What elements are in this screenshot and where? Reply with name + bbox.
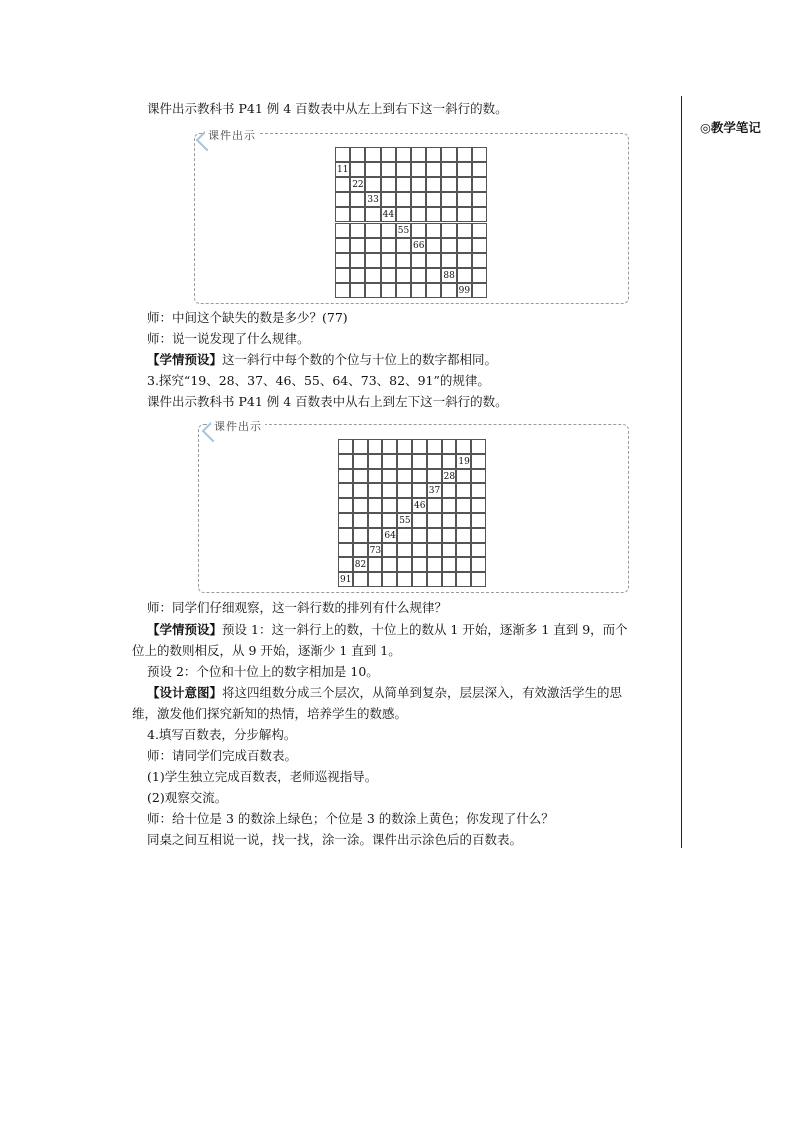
grid-cell	[368, 528, 383, 543]
grid-cell-number: 55	[397, 513, 412, 528]
grid-cell	[350, 253, 365, 268]
grid-cell	[441, 162, 456, 177]
grid-cell	[427, 572, 442, 587]
grid-cell	[456, 572, 471, 587]
grid-cell	[382, 543, 397, 558]
grid-cell	[397, 528, 412, 543]
grid-cell	[427, 543, 442, 558]
grid-cell	[338, 439, 353, 454]
teacher-question-arrangement: 师：同学们仔细观察，这一斜行数的排列有什么规律？	[147, 600, 448, 615]
grid-cell	[472, 238, 487, 253]
grid-cell	[365, 207, 380, 222]
grid-cell	[338, 557, 353, 572]
grid-cell	[426, 283, 441, 298]
grid-cell	[426, 253, 441, 268]
grid-cell	[353, 498, 368, 513]
grid-cell	[335, 207, 350, 222]
grid-cell	[396, 207, 411, 222]
grid-cell	[412, 543, 427, 558]
teacher-instruction-complete: 师：请同学们完成百数表。	[147, 748, 298, 763]
grid-cell	[456, 439, 471, 454]
grid-cell	[411, 147, 426, 162]
design-text: 将这四组数分成三个层次，从简单到复杂，层层深入，有效激活学生的思	[222, 685, 623, 700]
grid-cell-number: 11	[335, 162, 350, 177]
grid-cell	[411, 207, 426, 222]
grid-cell	[365, 223, 380, 238]
grid-cell	[427, 498, 442, 513]
grid-cell	[353, 454, 368, 469]
grid-cell	[381, 223, 396, 238]
notes-divider	[681, 96, 682, 848]
grid-cell-number: 33	[365, 192, 380, 207]
design-tag: 【设计意图】	[147, 685, 223, 700]
grid-cell	[350, 223, 365, 238]
grid-cell	[456, 557, 471, 572]
grid-cell	[350, 207, 365, 222]
grid-cell	[335, 147, 350, 162]
grid-cell	[335, 223, 350, 238]
grid-cell	[365, 283, 380, 298]
grid-cell	[382, 483, 397, 498]
grid-cell	[411, 177, 426, 192]
grid-cell	[456, 543, 471, 558]
grid-cell	[350, 283, 365, 298]
grid-cell-number: 55	[396, 223, 411, 238]
grid-cell	[368, 439, 383, 454]
grid-cell	[365, 238, 380, 253]
grid-cell	[397, 543, 412, 558]
grid-cell	[396, 147, 411, 162]
grid-cell	[368, 498, 383, 513]
grid-cell	[426, 177, 441, 192]
grid-cell	[381, 177, 396, 192]
grid-cell	[382, 454, 397, 469]
grid-cell	[381, 238, 396, 253]
teacher-instruction-coloring: 师：给十位是 3 的数涂上绿色；个位是 3 的数涂上黄色；你发现了什么？	[147, 811, 554, 826]
grid-cell	[412, 528, 427, 543]
grid-cell	[426, 192, 441, 207]
grid-cell	[368, 572, 383, 587]
grid-cell	[442, 543, 457, 558]
paragraph-substep-1: (1)学生独立完成百数表，老师巡视指导。	[147, 769, 378, 784]
grid-cell	[426, 162, 441, 177]
preset-tag: 【学情预设】	[147, 352, 223, 367]
grid-cell	[382, 439, 397, 454]
preset-text: 这一斜行中每个数的个位与十位上的数字都相同。	[222, 352, 498, 367]
grid-cell	[396, 268, 411, 283]
grid-cell	[472, 192, 487, 207]
grid-cell	[426, 147, 441, 162]
grid-cell	[382, 498, 397, 513]
grid-cell	[397, 454, 412, 469]
grid-cell	[457, 147, 472, 162]
grid-cell	[442, 454, 457, 469]
slide-label: 课件出示	[211, 418, 265, 434]
hundred-chart-grid-2	[338, 439, 486, 587]
grid-cell	[442, 528, 457, 543]
grid-cell	[338, 513, 353, 528]
grid-cell	[397, 483, 412, 498]
grid-cell	[441, 147, 456, 162]
grid-cell	[338, 483, 353, 498]
grid-cell	[441, 253, 456, 268]
grid-cell	[456, 528, 471, 543]
grid-cell	[472, 223, 487, 238]
grid-cell	[457, 192, 472, 207]
grid-cell	[335, 268, 350, 283]
grid-cell	[456, 483, 471, 498]
grid-cell	[411, 162, 426, 177]
design-intent-line1	[147, 685, 622, 701]
grid-cell	[441, 177, 456, 192]
grid-cell	[381, 147, 396, 162]
grid-cell	[456, 498, 471, 513]
grid-cell	[426, 207, 441, 222]
grid-cell	[442, 439, 457, 454]
paragraph-courseware-2: 课件出示教科书 P41 例 4 百数表中从右上到左下这一斜行的数。	[147, 394, 508, 409]
grid-cell	[350, 192, 365, 207]
grid-cell	[412, 469, 427, 484]
grid-cell-number: 82	[353, 557, 368, 572]
grid-cell-number: 44	[381, 207, 396, 222]
grid-cell	[456, 513, 471, 528]
grid-cell	[442, 483, 457, 498]
grid-cell	[472, 147, 487, 162]
grid-cell	[426, 223, 441, 238]
grid-cell	[472, 268, 487, 283]
grid-cell	[368, 513, 383, 528]
teaching-notes-label: ◎教学笔记	[700, 120, 761, 135]
grid-cell	[442, 572, 457, 587]
grid-cell	[472, 283, 487, 298]
grid-cell	[381, 268, 396, 283]
grid-cell	[442, 557, 457, 572]
grid-cell	[335, 253, 350, 268]
paragraph-substep-2: (2)观察交流。	[147, 790, 228, 805]
grid-cell	[426, 268, 441, 283]
grid-cell	[382, 572, 397, 587]
grid-cell	[472, 207, 487, 222]
paragraph-step-4: 4.填写百数表，分步解构。	[147, 727, 297, 742]
grid-cell	[397, 469, 412, 484]
grid-cell-number: 88	[441, 268, 456, 283]
grid-cell	[365, 177, 380, 192]
grid-cell	[381, 162, 396, 177]
grid-cell	[365, 162, 380, 177]
grid-cell	[441, 283, 456, 298]
grid-cell	[412, 513, 427, 528]
grid-cell	[442, 513, 457, 528]
grid-cell	[338, 469, 353, 484]
teacher-question-missing-number: 师：中间这个缺失的数是多少？(77)	[147, 310, 348, 325]
grid-cell	[353, 543, 368, 558]
grid-cell	[350, 238, 365, 253]
grid-cell	[365, 253, 380, 268]
grid-cell	[427, 439, 442, 454]
grid-cell	[353, 483, 368, 498]
grid-cell	[412, 483, 427, 498]
grid-cell-number: 46	[412, 498, 427, 513]
grid-cell	[457, 177, 472, 192]
preset-text: 预设 1：这一斜行上的数，十位上的数从 1 开始，逐渐多 1 直到 9，而个	[222, 622, 628, 637]
grid-cell	[382, 513, 397, 528]
grid-cell	[396, 192, 411, 207]
grid-cell	[411, 223, 426, 238]
courseware-slide-2	[198, 420, 629, 593]
grid-cell-number: 91	[338, 572, 353, 587]
grid-cell-number: 73	[368, 543, 383, 558]
grid-cell	[368, 469, 383, 484]
grid-cell-number: 22	[350, 177, 365, 192]
grid-cell	[335, 192, 350, 207]
grid-cell	[457, 207, 472, 222]
grid-cell	[396, 238, 411, 253]
grid-cell	[411, 192, 426, 207]
grid-cell	[471, 498, 486, 513]
grid-cell	[338, 543, 353, 558]
grid-cell	[471, 439, 486, 454]
grid-cell	[338, 454, 353, 469]
grid-cell	[396, 177, 411, 192]
grid-cell	[412, 454, 427, 469]
grid-cell	[353, 439, 368, 454]
grid-cell-number: 66	[411, 238, 426, 253]
grid-cell	[456, 469, 471, 484]
grid-cell	[350, 162, 365, 177]
grid-cell-number: 28	[442, 469, 457, 484]
grid-cell-number: 64	[382, 528, 397, 543]
grid-cell	[338, 498, 353, 513]
paragraph-courseware-1: 课件出示教科书 P41 例 4 百数表中从左上到右下这一斜行的数。	[147, 101, 508, 116]
grid-cell	[397, 557, 412, 572]
grid-cell	[396, 283, 411, 298]
learning-preset-2-line2: 位上的数则相反，从 9 开始，逐渐少 1 直到 1。	[132, 643, 401, 658]
grid-cell	[457, 162, 472, 177]
grid-cell	[471, 572, 486, 587]
grid-cell	[353, 469, 368, 484]
grid-cell	[397, 572, 412, 587]
grid-cell	[382, 557, 397, 572]
grid-cell	[411, 268, 426, 283]
learning-preset-3: 预设 2：个位和十位上的数字相加是 10。	[147, 664, 379, 679]
grid-cell	[412, 557, 427, 572]
grid-cell	[396, 253, 411, 268]
grid-cell	[397, 439, 412, 454]
grid-cell	[350, 147, 365, 162]
grid-cell	[457, 268, 472, 283]
grid-cell	[471, 454, 486, 469]
teacher-question-pattern: 师：说一说发现了什么规律。	[147, 331, 310, 346]
grid-cell	[381, 283, 396, 298]
grid-cell	[335, 283, 350, 298]
grid-cell	[426, 238, 441, 253]
grid-cell	[427, 528, 442, 543]
grid-cell	[365, 147, 380, 162]
grid-cell	[412, 572, 427, 587]
grid-cell	[427, 557, 442, 572]
hundred-chart-grid-1	[335, 147, 487, 298]
grid-cell-number: 19	[456, 454, 471, 469]
grid-cell	[412, 439, 427, 454]
grid-cell	[350, 268, 365, 283]
grid-cell	[457, 253, 472, 268]
grid-cell	[442, 498, 457, 513]
grid-cell	[441, 223, 456, 238]
grid-cell	[457, 223, 472, 238]
grid-cell-number: 37	[427, 483, 442, 498]
paragraph-pair-work: 同桌之间互相说一说，找一找，涂一涂。课件出示涂色后的百数表。	[147, 832, 523, 847]
grid-cell	[335, 177, 350, 192]
grid-cell	[427, 513, 442, 528]
grid-cell-number: 99	[457, 283, 472, 298]
courseware-slide-1	[194, 129, 629, 304]
grid-cell	[471, 469, 486, 484]
grid-cell	[397, 498, 412, 513]
grid-cell	[471, 483, 486, 498]
grid-cell	[353, 572, 368, 587]
grid-cell	[368, 557, 383, 572]
grid-cell	[471, 528, 486, 543]
grid-cell	[441, 238, 456, 253]
slide-label: 课件出示	[205, 127, 259, 143]
design-intent-line2: 维，激发他们探究新知的热情，培养学生的数感。	[132, 706, 408, 721]
grid-cell	[427, 469, 442, 484]
grid-cell	[381, 192, 396, 207]
grid-cell	[471, 557, 486, 572]
grid-cell	[381, 253, 396, 268]
grid-cell	[353, 513, 368, 528]
grid-cell	[472, 177, 487, 192]
grid-cell	[396, 162, 411, 177]
grid-cell	[471, 513, 486, 528]
grid-cell	[472, 253, 487, 268]
grid-cell	[441, 207, 456, 222]
grid-cell	[365, 268, 380, 283]
grid-cell	[441, 192, 456, 207]
grid-cell	[427, 454, 442, 469]
grid-cell	[472, 162, 487, 177]
grid-cell	[368, 454, 383, 469]
grid-cell	[411, 283, 426, 298]
learning-preset-1	[147, 352, 497, 368]
grid-cell	[457, 238, 472, 253]
grid-cell	[411, 253, 426, 268]
grid-cell	[353, 528, 368, 543]
grid-cell	[338, 528, 353, 543]
paragraph-explore-3: 3.探究“19、28、37、46、55、64、73、82、91”的规律。	[147, 373, 490, 388]
grid-cell	[335, 238, 350, 253]
preset-tag: 【学情预设】	[147, 622, 223, 637]
grid-cell	[471, 543, 486, 558]
learning-preset-2-line1	[147, 622, 628, 638]
grid-cell	[368, 483, 383, 498]
grid-cell	[382, 469, 397, 484]
